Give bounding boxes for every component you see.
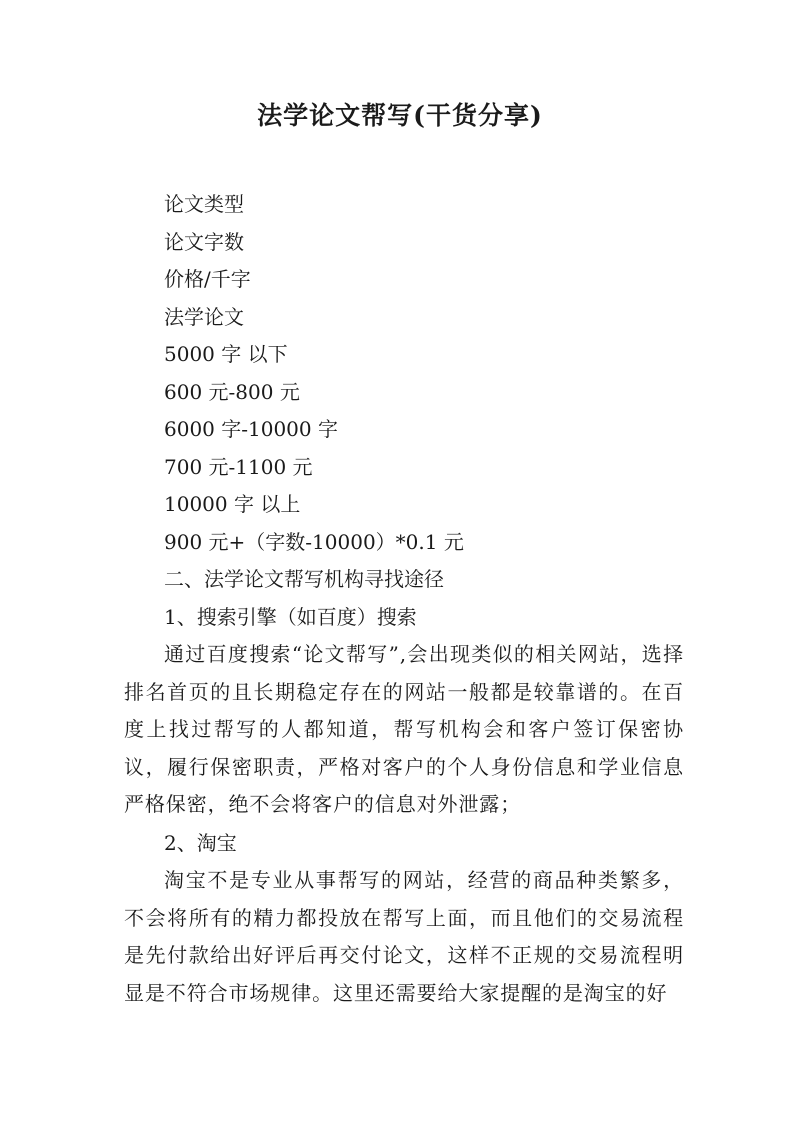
table-row-wordcount-1: 5000 字 以下 [164, 342, 288, 366]
table-row-price-2: 700 元-1100 元 [164, 455, 313, 479]
table-header-type: 论文类型 [164, 192, 244, 216]
document-title: 法学论文帮写(干货分享) [257, 101, 543, 130]
section-heading: 二、法学论文帮写机构寻找途径 [164, 567, 444, 591]
table-header-price: 价格/千字 [164, 267, 251, 291]
paragraph-search: 通过百度搜索“论文帮写”,会出现类似的相关网站，选择排名首页的且长期稳定存在的网站一般都是较靠谱的。在百度上找过帮写的人都知道，帮写机构会和客户签订保密协议，履行保密职责，严格对客户的个人身份信息和学业信息严格保密，绝不会将客户的信息对外泄露； [124, 642, 684, 817]
table-header-wordcount: 论文字数 [164, 230, 244, 254]
table-row-wordcount-2: 6000 字-10000 字 [164, 417, 338, 441]
table-row-price-1: 600 元-800 元 [164, 380, 300, 404]
table-row-price-3: 900 元+（字数-10000）*0.1 元 [164, 530, 464, 554]
paragraph-taobao: 淘宝不是专业从事帮写的网站，经营的商品种类繁多，不会将所有的精力都投放在帮写上面，而且他们的交易流程是先付款给出好评后再交付论文，这样不正规的交易流程明显是不符合市场规律。这里还需要给大家提醒的是淘宝的好 [124, 868, 684, 1005]
table-row-type: 法学论文 [164, 305, 244, 329]
subsection-heading-search: 1、搜索引擎（如百度）搜索 [164, 605, 417, 629]
table-row-wordcount-3: 10000 字 以上 [164, 492, 301, 516]
subsection-heading-taobao: 2、淘宝 [164, 831, 237, 855]
